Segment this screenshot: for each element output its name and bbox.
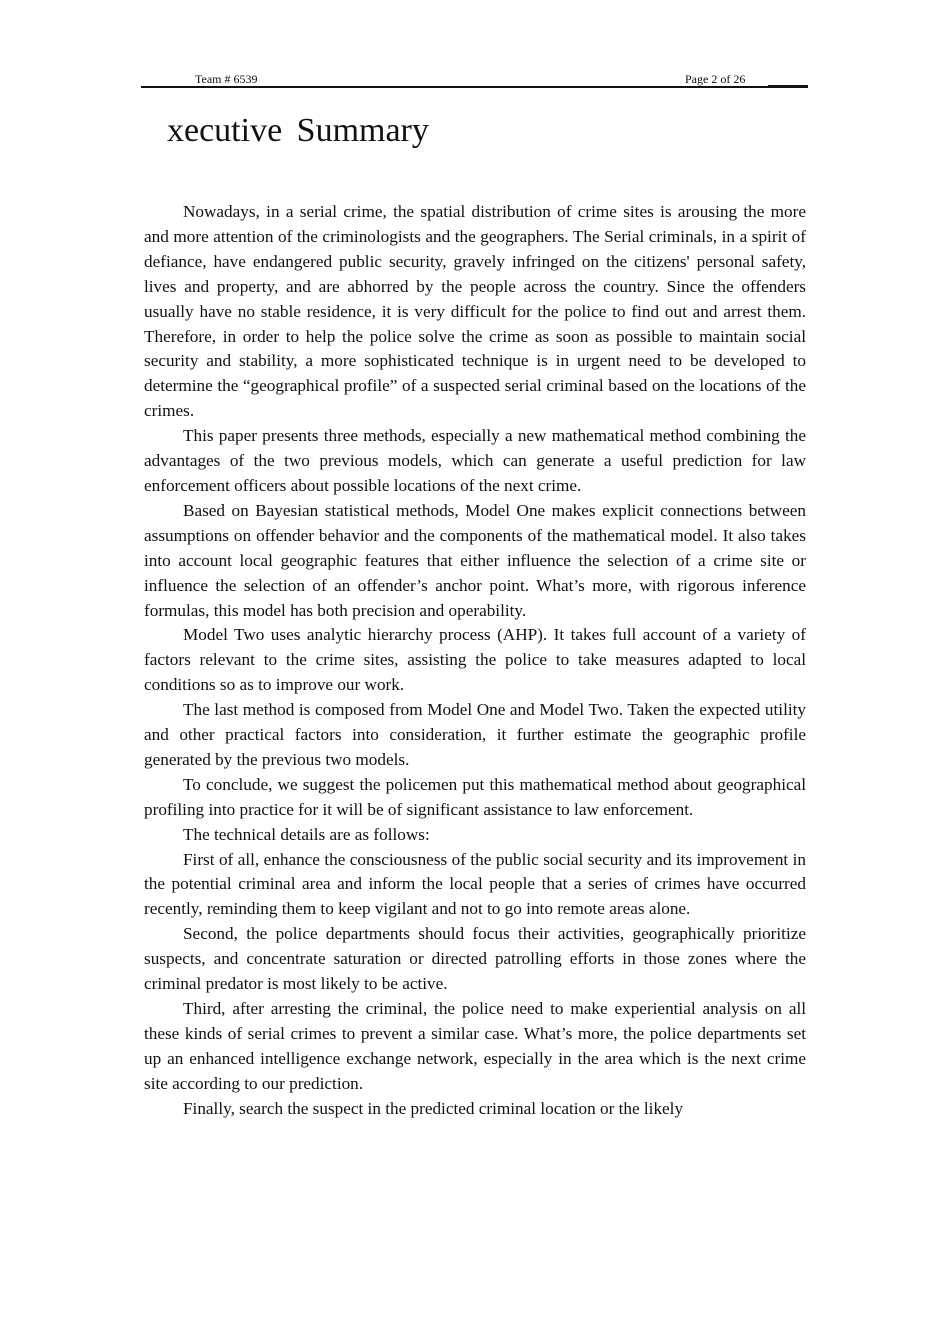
paragraph: This paper presents three methods, especially a new mathematical method combining the advantages of the two previous models, which can generate a useful prediction for law enforcement officers about possible locations of the next crime. [144, 426, 806, 495]
header-rule [141, 86, 808, 88]
page-number: Page 2 of 26 [685, 72, 746, 86]
paragraph: Model Two uses analytic hierarchy process (AHP). It takes full account of a variety of factors relevant to the crime sites, assisting the police to take measures adapted to local conditions so as to improve our work. [144, 625, 806, 695]
page-header [141, 68, 808, 86]
paragraph: Based on Bayesian statistical methods, Model One makes explicit connections between assumptions on offender behavior and the components of the mathematical model. It also takes into account local geographic features that either influence the selection of a crime site or influence the selection of an offender’s anchor point. What’s more, with rigorous inference formulas, this model has both precision and operability. [144, 500, 806, 620]
paragraph: The last method is composed from Model One and Model Two. Taken the expected utility and other practical factors into consideration, it further estimate the geographic profile generated by the previous two models. [144, 700, 806, 769]
paragraph: First of all, enhance the consciousness of the public social security and its improvement in the potential criminal area and inform the local people that a series of crimes have occurred recently, reminding them to keep vigilant and not to go into remote areas alone. [144, 849, 806, 919]
paragraph: Second, the police departments should focus their activities, geographically prioritize suspects, and concentrate saturation or directed patrolling efforts in those zones where the criminal predator is most likely to be active. [144, 924, 806, 994]
paragraph: To conclude, we suggest the policemen put this mathematical method about geographical profiling into practice for it will be of significant assistance to law enforcement. [144, 774, 806, 819]
summary-body [144, 200, 806, 1122]
paragraph: Third, after arresting the criminal, the police need to make experiential analysis on all these kinds of serial crimes to prevent a similar case. What’s more, the police departments set up an enhanced intelligence exchange network, especially in the area which is the next crime site according to our prediction. [144, 999, 806, 1093]
team-number: Team # 6539 [195, 72, 258, 86]
section-title: xecutive Summary [167, 112, 429, 149]
paragraph: Nowadays, in a serial crime, the spatial distribution of crime sites is arousing the more and more attention of the criminologists and the geographers. The Serial criminals, in a spirit of defiance, have endangered public security, gravely infringed on the citizens' personal safety, lives and property, and are abhorred by the people across the country. Since the offenders usually have no stable residence, it is very difficult for the police to find out and arrest them. Therefore, in order to help the police solve the crime as soon as possible to maintain social security and stability, a more sophisticated technique is in urgent need to be developed to determine the “geographical profile” of a suspected serial criminal based on the locations of the crimes. [144, 202, 806, 421]
paragraph: Finally, search the suspect in the predicted criminal location or the likely [183, 1098, 684, 1118]
paragraph: The technical details are as follows: [183, 824, 430, 844]
